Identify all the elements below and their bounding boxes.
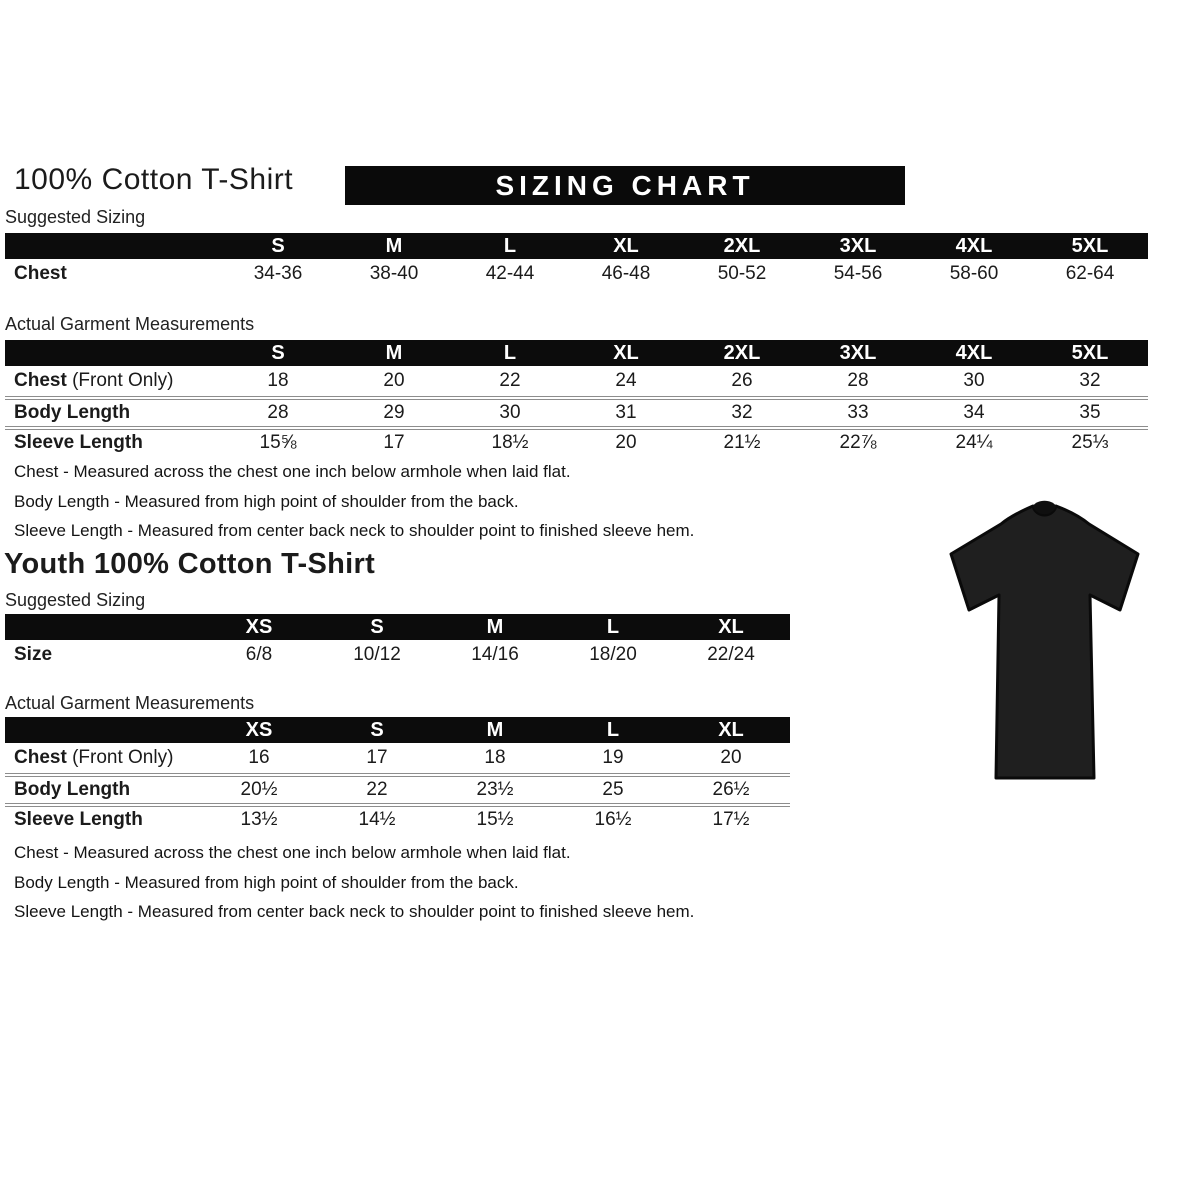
adult-notes bbox=[14, 457, 694, 546]
column-header: XL bbox=[718, 718, 744, 741]
table-cell: 54-56 bbox=[833, 263, 883, 284]
table-cell: 50-52 bbox=[717, 263, 767, 284]
adult-measurements-table bbox=[5, 340, 1148, 456]
row-label: Chest bbox=[14, 263, 67, 284]
table-cell: 34 bbox=[963, 402, 985, 423]
table-cell: 34-36 bbox=[253, 263, 303, 284]
table-cell: 18/20 bbox=[589, 644, 637, 665]
table-header-row bbox=[5, 614, 790, 640]
row-label: Body Length bbox=[14, 779, 131, 800]
column-header: XS bbox=[245, 615, 273, 638]
table-cell: 24 bbox=[615, 370, 637, 391]
sizing-chart-banner-text: SIZING CHART bbox=[495, 169, 755, 201]
column-header: L bbox=[503, 234, 517, 257]
column-header: S bbox=[271, 341, 285, 364]
table-cell: 10/12 bbox=[353, 644, 401, 665]
table-cell: 32 bbox=[731, 402, 753, 423]
table-cell: 24¼ bbox=[955, 432, 993, 453]
row-label: Sleeve Length bbox=[14, 432, 143, 453]
table-cell: 28 bbox=[267, 402, 289, 423]
table-cell: 13½ bbox=[240, 809, 278, 830]
table-cell: 18 bbox=[484, 747, 506, 768]
table-cell: 32 bbox=[1079, 370, 1101, 391]
table-cell: 35 bbox=[1079, 402, 1101, 423]
table-row bbox=[5, 259, 1148, 289]
youth-measurements-label: Actual Garment Measurements bbox=[5, 693, 255, 713]
row-label: Size bbox=[14, 644, 53, 665]
tshirt-icon bbox=[893, 470, 1195, 814]
adult-suggested-sizing-table bbox=[5, 233, 1148, 289]
table-cell: 15½ bbox=[476, 809, 514, 830]
row-label: Chest (Front Only) bbox=[14, 747, 174, 768]
tshirt-body-shape bbox=[951, 506, 1138, 778]
table-cell: 33 bbox=[847, 402, 869, 423]
table-cell: 25⅓ bbox=[1071, 432, 1109, 453]
column-header: S bbox=[370, 615, 384, 638]
table-row bbox=[5, 640, 790, 670]
youth-title: Youth 100% Cotton T-Shirt bbox=[4, 548, 376, 580]
column-header: 4XL bbox=[955, 341, 993, 364]
note-line: Body Length - Measured from high point of shoulder from the back. bbox=[14, 872, 519, 892]
column-header: 2XL bbox=[723, 234, 761, 257]
column-header: S bbox=[271, 234, 285, 257]
table-row bbox=[5, 773, 790, 803]
table-row bbox=[5, 366, 1148, 396]
column-header: XL bbox=[718, 615, 744, 638]
column-header: XL bbox=[613, 234, 639, 257]
table-row bbox=[5, 426, 1148, 456]
note-line: Sleeve Length - Measured from center back neck to shoulder point to finished sleeve hem. bbox=[14, 902, 695, 921]
table-cell: 58-60 bbox=[949, 263, 999, 284]
column-header: M bbox=[385, 341, 403, 364]
table-cell: 29 bbox=[383, 402, 405, 423]
youth-notes bbox=[14, 838, 694, 927]
column-header: 3XL bbox=[839, 341, 877, 364]
table-cell: 42-44 bbox=[485, 263, 535, 284]
table-cell: 18½ bbox=[491, 432, 529, 453]
table-cell: 20½ bbox=[240, 779, 278, 800]
column-header: XS bbox=[245, 718, 273, 741]
table-cell: 20 bbox=[720, 747, 742, 768]
page-title: 100% Cotton T-Shirt bbox=[14, 163, 294, 196]
table-cell: 17 bbox=[383, 432, 405, 453]
column-header: 5XL bbox=[1071, 341, 1109, 364]
table-cell: 16 bbox=[248, 747, 270, 768]
table-cell: 22⅞ bbox=[839, 432, 877, 453]
youth-suggested-sizing-table bbox=[5, 614, 790, 670]
adult-suggested-sizing-label: Suggested Sizing bbox=[5, 207, 146, 227]
table-cell: 6/8 bbox=[245, 644, 273, 665]
column-header: M bbox=[486, 718, 504, 741]
tshirt-product-image bbox=[893, 470, 1195, 814]
table-cell: 17½ bbox=[712, 809, 750, 830]
table-cell: 26 bbox=[731, 370, 753, 391]
row-label: Sleeve Length bbox=[14, 809, 143, 830]
table-cell: 20 bbox=[383, 370, 405, 391]
table-header-row bbox=[5, 340, 1148, 366]
table-cell: 18 bbox=[267, 370, 289, 391]
table-cell: 38-40 bbox=[369, 263, 419, 284]
column-header: L bbox=[606, 718, 620, 741]
sizing-chart-banner bbox=[345, 166, 905, 205]
table-cell: 22/24 bbox=[707, 644, 755, 665]
column-header: 2XL bbox=[723, 341, 761, 364]
column-header: 5XL bbox=[1071, 234, 1109, 257]
table-cell: 23½ bbox=[476, 779, 514, 800]
table-header-row bbox=[5, 717, 790, 743]
youth-measurements-table bbox=[5, 717, 790, 833]
note-line: Chest - Measured across the chest one inch below armhole when laid flat. bbox=[14, 462, 571, 481]
row-label: Body Length bbox=[14, 402, 131, 423]
table-cell: 30 bbox=[499, 402, 521, 423]
table-cell: 26½ bbox=[712, 779, 750, 800]
table-row bbox=[5, 743, 790, 773]
table-cell: 20 bbox=[615, 432, 637, 453]
table-cell: 28 bbox=[847, 370, 869, 391]
column-header: 3XL bbox=[839, 234, 877, 257]
table-cell: 46-48 bbox=[601, 263, 651, 284]
table-cell: 19 bbox=[602, 747, 624, 768]
table-cell: 17 bbox=[366, 747, 388, 768]
column-header: 4XL bbox=[955, 234, 993, 257]
table-cell: 14½ bbox=[358, 809, 396, 830]
table-cell: 21½ bbox=[723, 432, 761, 453]
table-cell: 25 bbox=[602, 779, 624, 800]
table-cell: 30 bbox=[963, 370, 985, 391]
table-row bbox=[5, 803, 790, 833]
note-line: Chest - Measured across the chest one inch below armhole when laid flat. bbox=[14, 843, 571, 862]
note-line: Body Length - Measured from high point of shoulder from the back. bbox=[14, 491, 519, 511]
column-header: XL bbox=[613, 341, 639, 364]
column-header: L bbox=[503, 341, 517, 364]
table-cell: 16½ bbox=[594, 809, 632, 830]
table-cell: 22 bbox=[366, 779, 388, 800]
table-header-row bbox=[5, 233, 1148, 259]
column-header: M bbox=[486, 615, 504, 638]
column-header: M bbox=[385, 234, 403, 257]
table-row bbox=[5, 396, 1148, 426]
table-cell: 14/16 bbox=[471, 644, 519, 665]
table-cell: 31 bbox=[615, 402, 637, 423]
row-label: Chest (Front Only) bbox=[14, 370, 174, 391]
adult-measurements-label: Actual Garment Measurements bbox=[5, 314, 255, 334]
note-line: Sleeve Length - Measured from center back neck to shoulder point to finished sleeve hem. bbox=[14, 521, 695, 540]
column-header: S bbox=[370, 718, 384, 741]
table-cell: 62-64 bbox=[1065, 263, 1115, 284]
table-cell: 15⅝ bbox=[259, 432, 297, 453]
column-header: L bbox=[606, 615, 620, 638]
table-cell: 22 bbox=[499, 370, 521, 391]
youth-suggested-sizing-label: Suggested Sizing bbox=[5, 590, 146, 610]
